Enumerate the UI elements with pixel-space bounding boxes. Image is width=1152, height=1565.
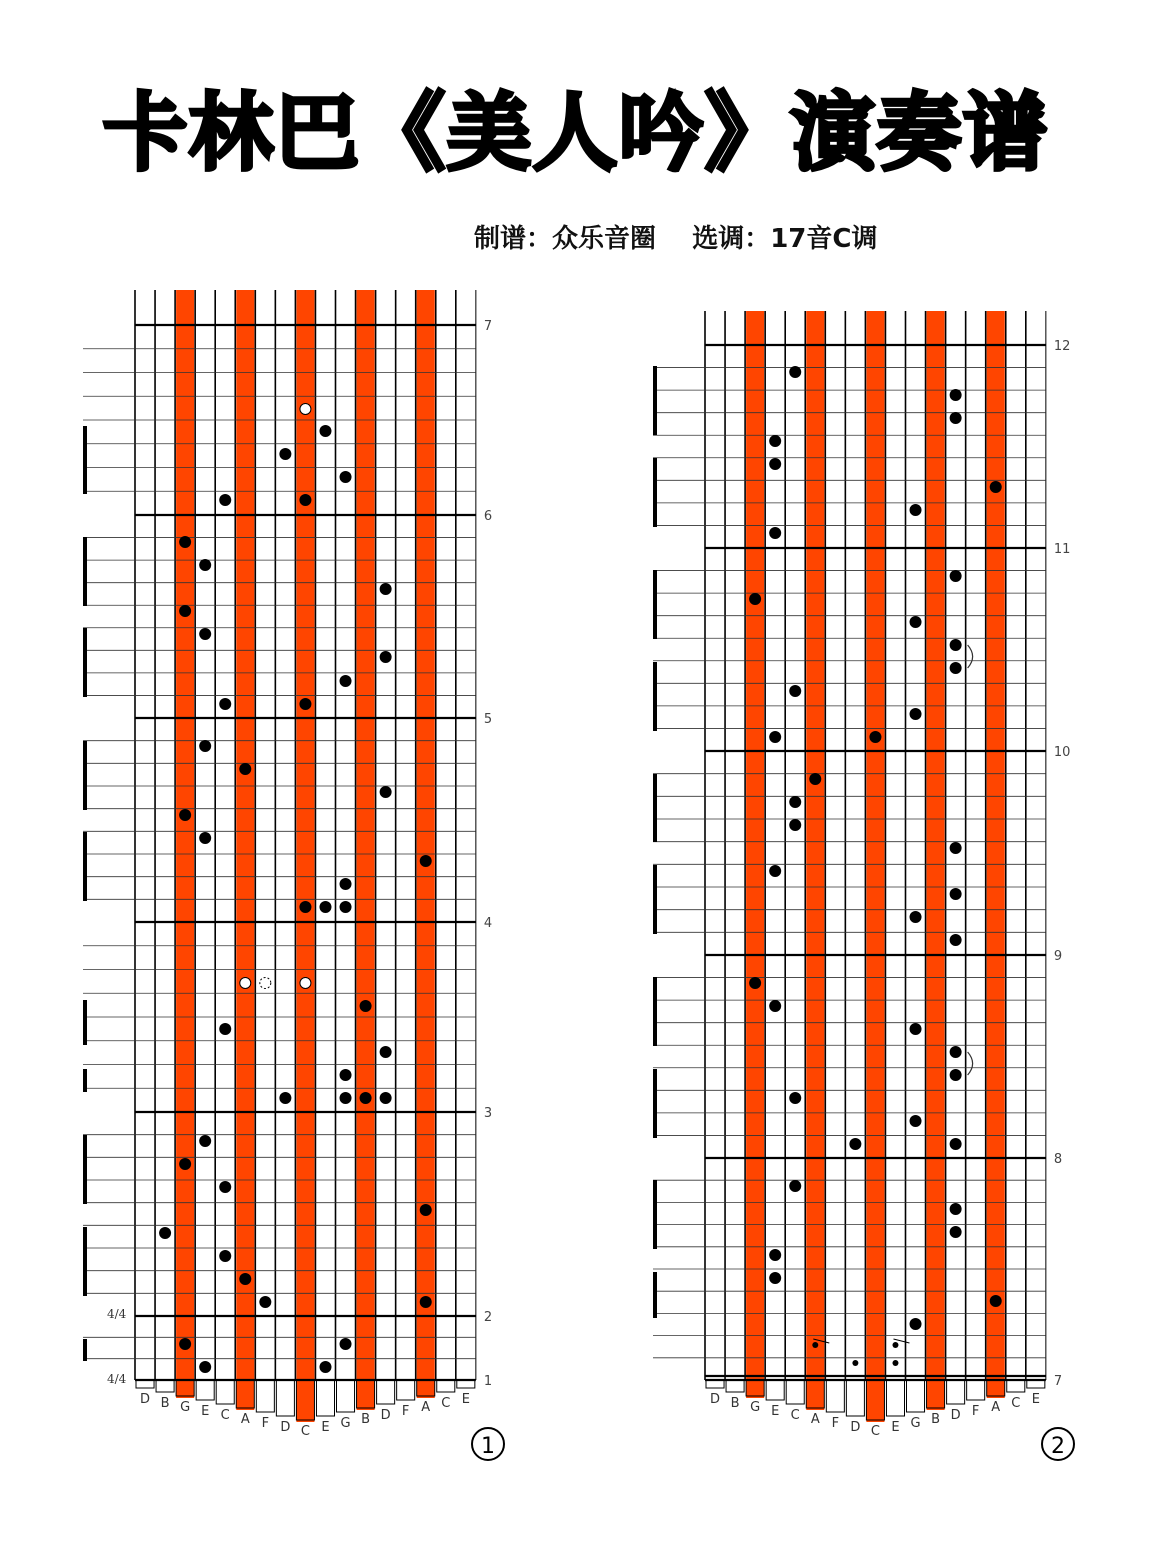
key-label-C: C [1011,1396,1021,1411]
note-dot [789,1180,801,1192]
note-dot [950,1226,962,1238]
measure-number: 5 [483,712,493,727]
measure-number: 7 [483,319,493,334]
key-label-C: C [790,1408,800,1423]
key-label-B: B [361,1412,371,1427]
subtitle-credits: 制谱：众乐音圈 选调：17音C调 [474,224,878,254]
page-number: 2 [1051,1434,1065,1459]
note-dot [769,527,781,539]
measure-number: 6 [483,509,493,524]
measure-number: 2 [483,1310,493,1325]
note-dot [910,1115,922,1127]
key-label-E: E [461,1392,470,1407]
note-dot [769,1249,781,1261]
key-label-G: G [910,1416,921,1431]
note-dot [910,911,922,923]
slur-mark [968,1052,973,1075]
measure-number: 3 [483,1106,493,1121]
key-label-E: E [891,1420,900,1435]
key-label-B: B [931,1412,941,1427]
note-dot [769,1272,781,1284]
note-dot [990,481,1002,493]
note-dot [892,1342,898,1348]
note-dot [950,412,962,424]
key-label-D: D [140,1392,151,1407]
key-label-F: F [401,1404,410,1419]
key-label-E: E [201,1404,210,1419]
key-label-A: A [991,1400,1001,1415]
note-dot [910,504,922,516]
key-label-D: D [850,1420,861,1435]
measure-number: 12 [1053,339,1071,354]
measure-number: 4 [483,916,493,931]
note-dot [769,435,781,447]
note-dot [950,389,962,401]
key-label-G: G [750,1400,761,1415]
note-dot [789,819,801,831]
note-dot [789,796,801,808]
note-dot [950,570,962,582]
key-label-F: F [261,1416,270,1431]
note-dot [849,1138,861,1150]
note-dot [749,977,761,989]
note-dot [950,662,962,674]
note-dot [769,731,781,743]
note-dot [950,639,962,651]
key-label-D: D [280,1420,291,1435]
measure-number: 9 [1053,949,1063,964]
highlight-tine-C [866,311,884,1422]
note-dot [769,1000,781,1012]
key-label-F: F [831,1416,840,1431]
note-dot [990,1295,1002,1307]
note-dot [910,708,922,720]
key-label-C: C [300,1424,310,1439]
note-dot [789,1092,801,1104]
note-dot [749,593,761,605]
key-label-C: C [870,1424,880,1439]
page-title: 卡林巴《美人吟》演奏谱 [102,84,1049,182]
measure-number: 10 [1053,745,1071,760]
key-label-E: E [771,1404,780,1419]
note-dot [789,685,801,697]
note-dot [950,1138,962,1150]
note-dot [950,842,962,854]
key-label-E: E [1031,1392,1040,1407]
key-label-D: D [950,1408,961,1423]
key-label-F: F [971,1404,980,1419]
note-dot [950,888,962,900]
highlight-tine-A [987,311,1005,1398]
key-label-D: D [380,1408,391,1423]
note-dot [950,934,962,946]
key-label-E: E [321,1420,330,1435]
note-dot [950,1203,962,1215]
key-label-B: B [160,1396,170,1411]
key-label-A: A [421,1400,431,1415]
note-dot [789,366,801,378]
note-dot [950,1069,962,1081]
highlight-tine-G [746,311,764,1398]
note-dot [950,1046,962,1058]
key-label-G: G [180,1400,191,1415]
note-dot [910,616,922,628]
note-dot [910,1023,922,1035]
measure-number: 7 [1053,1374,1063,1389]
key-label-D: D [710,1392,721,1407]
page-number: 1 [481,1434,495,1459]
highlight-tine-A [806,311,824,1410]
measure-number: 11 [1053,542,1071,557]
note-dot [769,458,781,470]
key-label-G: G [340,1416,351,1431]
key-label-C: C [220,1408,230,1423]
note-dot [892,1360,898,1366]
note-dot [852,1360,858,1366]
measure-number: 8 [1053,1152,1063,1167]
note-dot [869,731,881,743]
highlight-tine-B [927,311,945,1410]
note-dot [809,773,821,785]
note-dot [769,865,781,877]
note-dot [910,1318,922,1330]
key-label-A: A [810,1412,820,1427]
key-label-A: A [240,1412,250,1427]
measure-number: 1 [483,1374,493,1389]
key-label-C: C [441,1396,451,1411]
time-signature: 4/4 [107,1307,127,1321]
note-dot [812,1342,818,1348]
key-label-B: B [730,1396,740,1411]
slur-mark [968,645,973,668]
time-signature: 4/4 [107,1372,127,1386]
